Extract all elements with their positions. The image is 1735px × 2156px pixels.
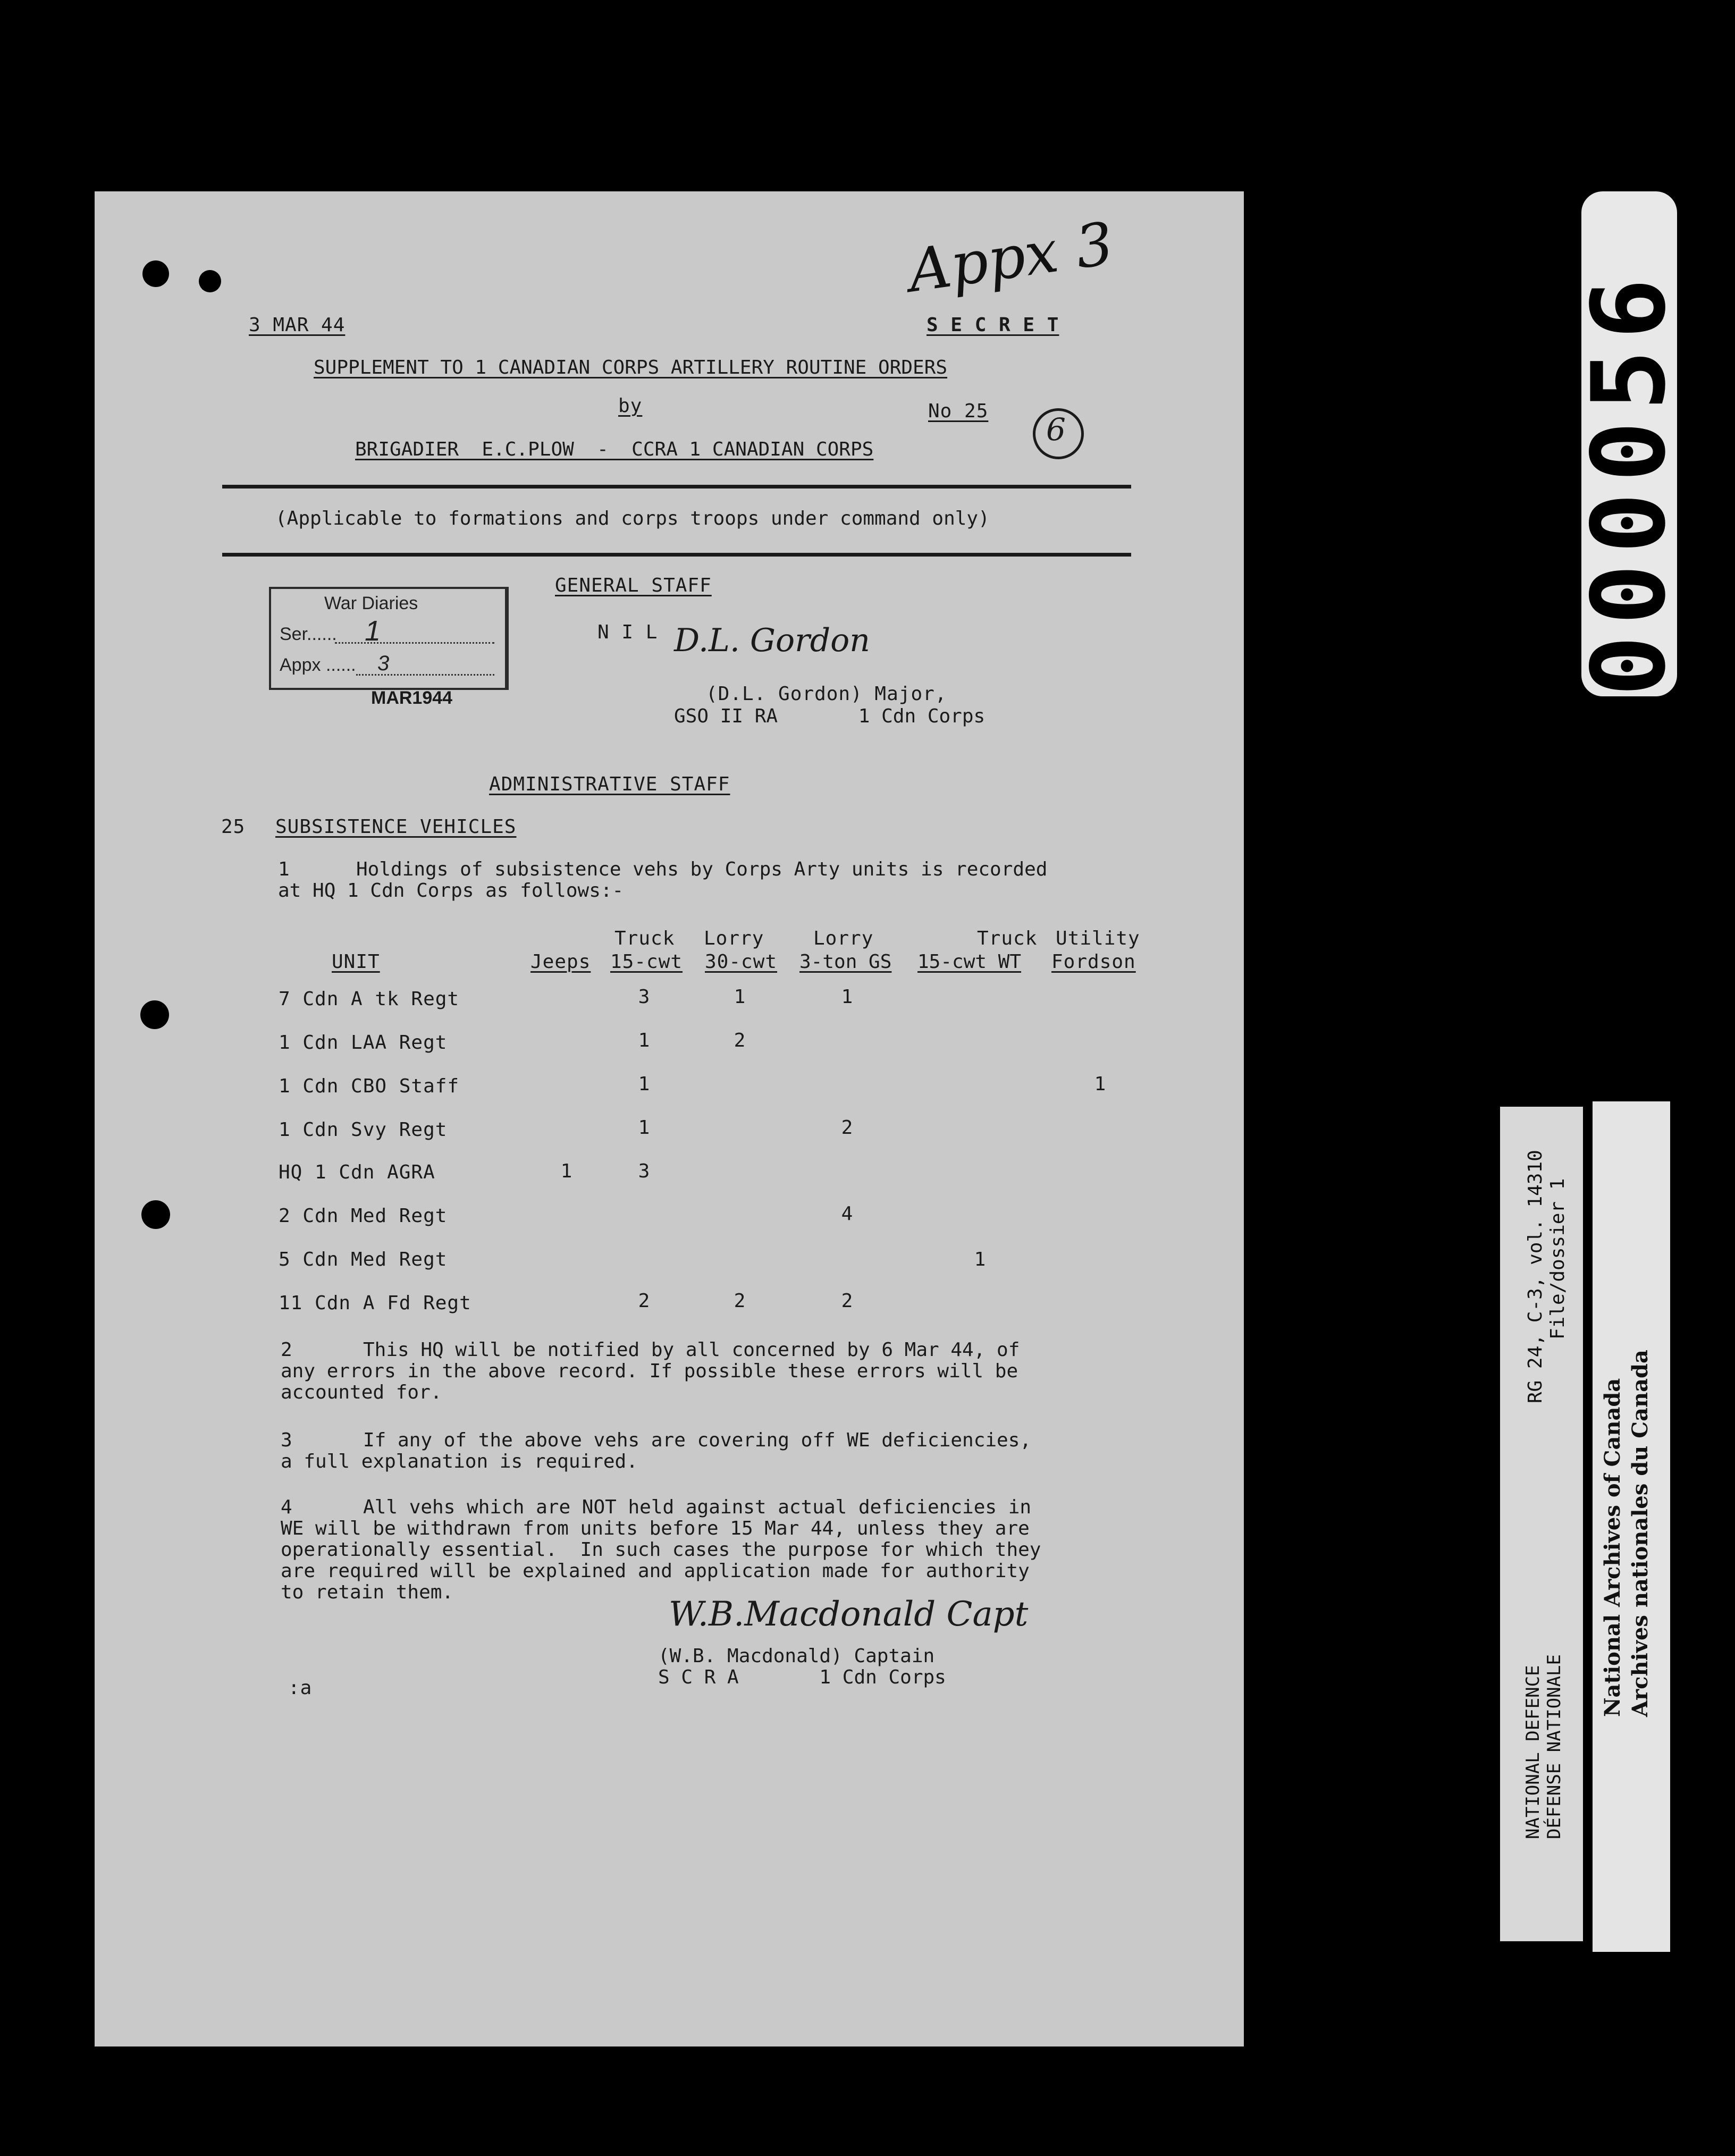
para-1-number: 1	[278, 858, 290, 880]
col-header-truck15-top: Truck	[614, 928, 675, 949]
classification: S E C R E T	[927, 314, 1059, 336]
col-header-lorry3: 3-ton GS	[799, 951, 892, 973]
stamp-ser-label: Ser......	[280, 624, 337, 644]
row-unit: 2 Cdn Med Regt	[279, 1205, 448, 1227]
row-unit: 1 Cdn CBO Staff	[279, 1075, 460, 1097]
macdonald-signature: W.B.Macdonald Capt	[669, 1595, 1029, 1634]
archive-name-en: National Archives of Canada	[1600, 1378, 1625, 1717]
stamp-appx-label: Appx ......	[280, 655, 356, 675]
para-4-line-1: All vehs which are NOT held against actual deficiencies in	[363, 1496, 1032, 1518]
punch-hole	[140, 1000, 169, 1029]
war-diaries-stamp	[269, 587, 509, 690]
nil-text: N I L	[597, 621, 658, 643]
cell-truck15: 2	[638, 1290, 651, 1312]
stamp-ser-value: 1	[365, 615, 381, 647]
para-2-line-2: any errors in the above record. If possible these errors will be	[281, 1360, 1018, 1382]
archive-file: File/dossier 1	[1547, 1178, 1569, 1340]
handwritten-appx: Appx 3	[904, 209, 1118, 306]
para-2-line-3: accounted for.	[281, 1382, 442, 1403]
item-title: SUBSISTENCE VEHICLES	[275, 816, 517, 838]
punch-hole	[142, 260, 169, 287]
cell-truck15: 1	[638, 1073, 651, 1095]
col-header-truck15: 15-cwt	[610, 951, 683, 973]
row-unit: 1 Cdn Svy Regt	[279, 1119, 448, 1141]
archive-dept-en: NATIONAL DEFENCE	[1522, 1665, 1544, 1839]
gordon-name: (D.L. Gordon) Major,	[706, 683, 947, 705]
stamp-date: MAR1944	[371, 688, 453, 708]
cell-utility: 1	[1094, 1073, 1107, 1095]
para-2-line-1: This HQ will be notified by all concerned by 6 Mar 44, of	[363, 1339, 1020, 1361]
row-unit: 7 Cdn A tk Regt	[279, 988, 460, 1010]
cell-truck15: 3	[638, 1160, 651, 1182]
stamp-appx-value: 3	[377, 652, 390, 675]
col-header-truckwt-top: Truck	[977, 928, 1038, 949]
frame-number: 000056	[1570, 267, 1688, 696]
document-date: 3 MAR 44	[249, 314, 346, 336]
order-number: No 25	[928, 400, 989, 422]
bottom-rule	[222, 553, 1131, 557]
cell-lorry3: 2	[841, 1290, 854, 1312]
col-header-jeeps: Jeeps	[530, 951, 591, 973]
document-page	[95, 191, 1244, 2046]
para-4-line-3: operationally essential. In such cases the purpose for which they	[281, 1539, 1041, 1561]
col-header-truckwt: 15-cwt WT	[917, 951, 1022, 973]
archive-name-fr: Archives nationales du Canada	[1628, 1350, 1653, 1717]
macdonald-name: (W.B. Macdonald) Captain	[658, 1645, 935, 1667]
item-number: 25	[221, 816, 246, 838]
col-header-utility: Fordson	[1051, 951, 1136, 973]
admin-staff-heading: ADMINISTRATIVE STAFF	[489, 773, 730, 795]
cell-jeeps: 1	[560, 1160, 573, 1182]
typist-initials: :a	[288, 1677, 313, 1699]
para-4-number: 4	[281, 1496, 293, 1518]
macdonald-role: S C R A 1 Cdn Corps	[658, 1666, 946, 1688]
stamp-ser-dots	[335, 642, 494, 644]
row-unit: HQ 1 Cdn AGRA	[279, 1161, 435, 1183]
row-unit: 11 Cdn A Fd Regt	[279, 1292, 471, 1314]
cell-lorry3: 2	[841, 1117, 854, 1139]
by-line: by	[618, 395, 643, 417]
para-3-line-2: a full explanation is required.	[281, 1451, 638, 1472]
para-4-line-5: to retain them.	[281, 1581, 454, 1603]
document-title: SUPPLEMENT TO 1 CANADIAN CORPS ARTILLERY ROUTINE ORDERS	[314, 357, 948, 378]
cell-truck15: 1	[638, 1117, 651, 1139]
row-unit: 1 Cdn LAA Regt	[279, 1032, 448, 1054]
row-unit: 5 Cdn Med Regt	[279, 1249, 448, 1270]
gordon-signature: D.L. Gordon	[674, 622, 870, 659]
col-header-lorry30-top: Lorry	[704, 928, 764, 949]
applicable-note: (Applicable to formations and corps troops under command only)	[275, 508, 990, 529]
para-3-number: 3	[281, 1429, 293, 1451]
general-staff-heading: GENERAL STAFF	[555, 575, 712, 596]
archive-reference: RG 24, C-3, vol. 14310	[1525, 1150, 1546, 1403]
para-2-number: 2	[281, 1339, 293, 1361]
punch-hole	[199, 270, 221, 292]
gordon-role: GSO II RA 1 Cdn Corps	[674, 705, 986, 727]
para-4-line-4: are required will be explained and application made for authority	[281, 1560, 1030, 1582]
circled-number-text: 6	[1046, 411, 1066, 448]
cell-lorry30: 2	[734, 1290, 746, 1312]
col-header-unit: UNIT	[332, 951, 380, 973]
para-3-line-1: If any of the above vehs are covering off WE deficiencies,	[363, 1429, 1032, 1451]
archive-dept-fr: DÉFENSE NATIONALE	[1544, 1654, 1565, 1839]
col-header-utility-top: Utility	[1056, 928, 1140, 949]
cell-lorry30: 2	[734, 1030, 746, 1051]
cell-lorry3: 4	[841, 1203, 854, 1225]
cell-lorry3: 1	[841, 986, 854, 1008]
para-4-line-2: WE will be withdrawn from units before 15 Mar 44, unless they are	[281, 1518, 1030, 1539]
punch-hole	[141, 1200, 170, 1229]
stamp-title: War Diaries	[324, 593, 418, 613]
col-header-lorry30: 30-cwt	[705, 951, 778, 973]
para-1-line-2: at HQ 1 Cdn Corps as follows:-	[278, 880, 624, 902]
stamp-appx-dots	[356, 674, 494, 676]
brigadier-line: BRIGADIER E.C.PLOW - CCRA 1 CANADIAN CORPS	[355, 439, 874, 460]
col-header-lorry3-top: Lorry	[813, 928, 874, 949]
cell-truck15: 1	[638, 1030, 651, 1051]
top-rule	[222, 485, 1131, 489]
para-1-line-1: Holdings of subsistence vehs by Corps Arty units is recorded	[356, 858, 1048, 880]
cell-lorry30: 1	[734, 986, 746, 1008]
cell-truckwt: 1	[974, 1249, 987, 1270]
cell-truck15: 3	[638, 986, 651, 1008]
